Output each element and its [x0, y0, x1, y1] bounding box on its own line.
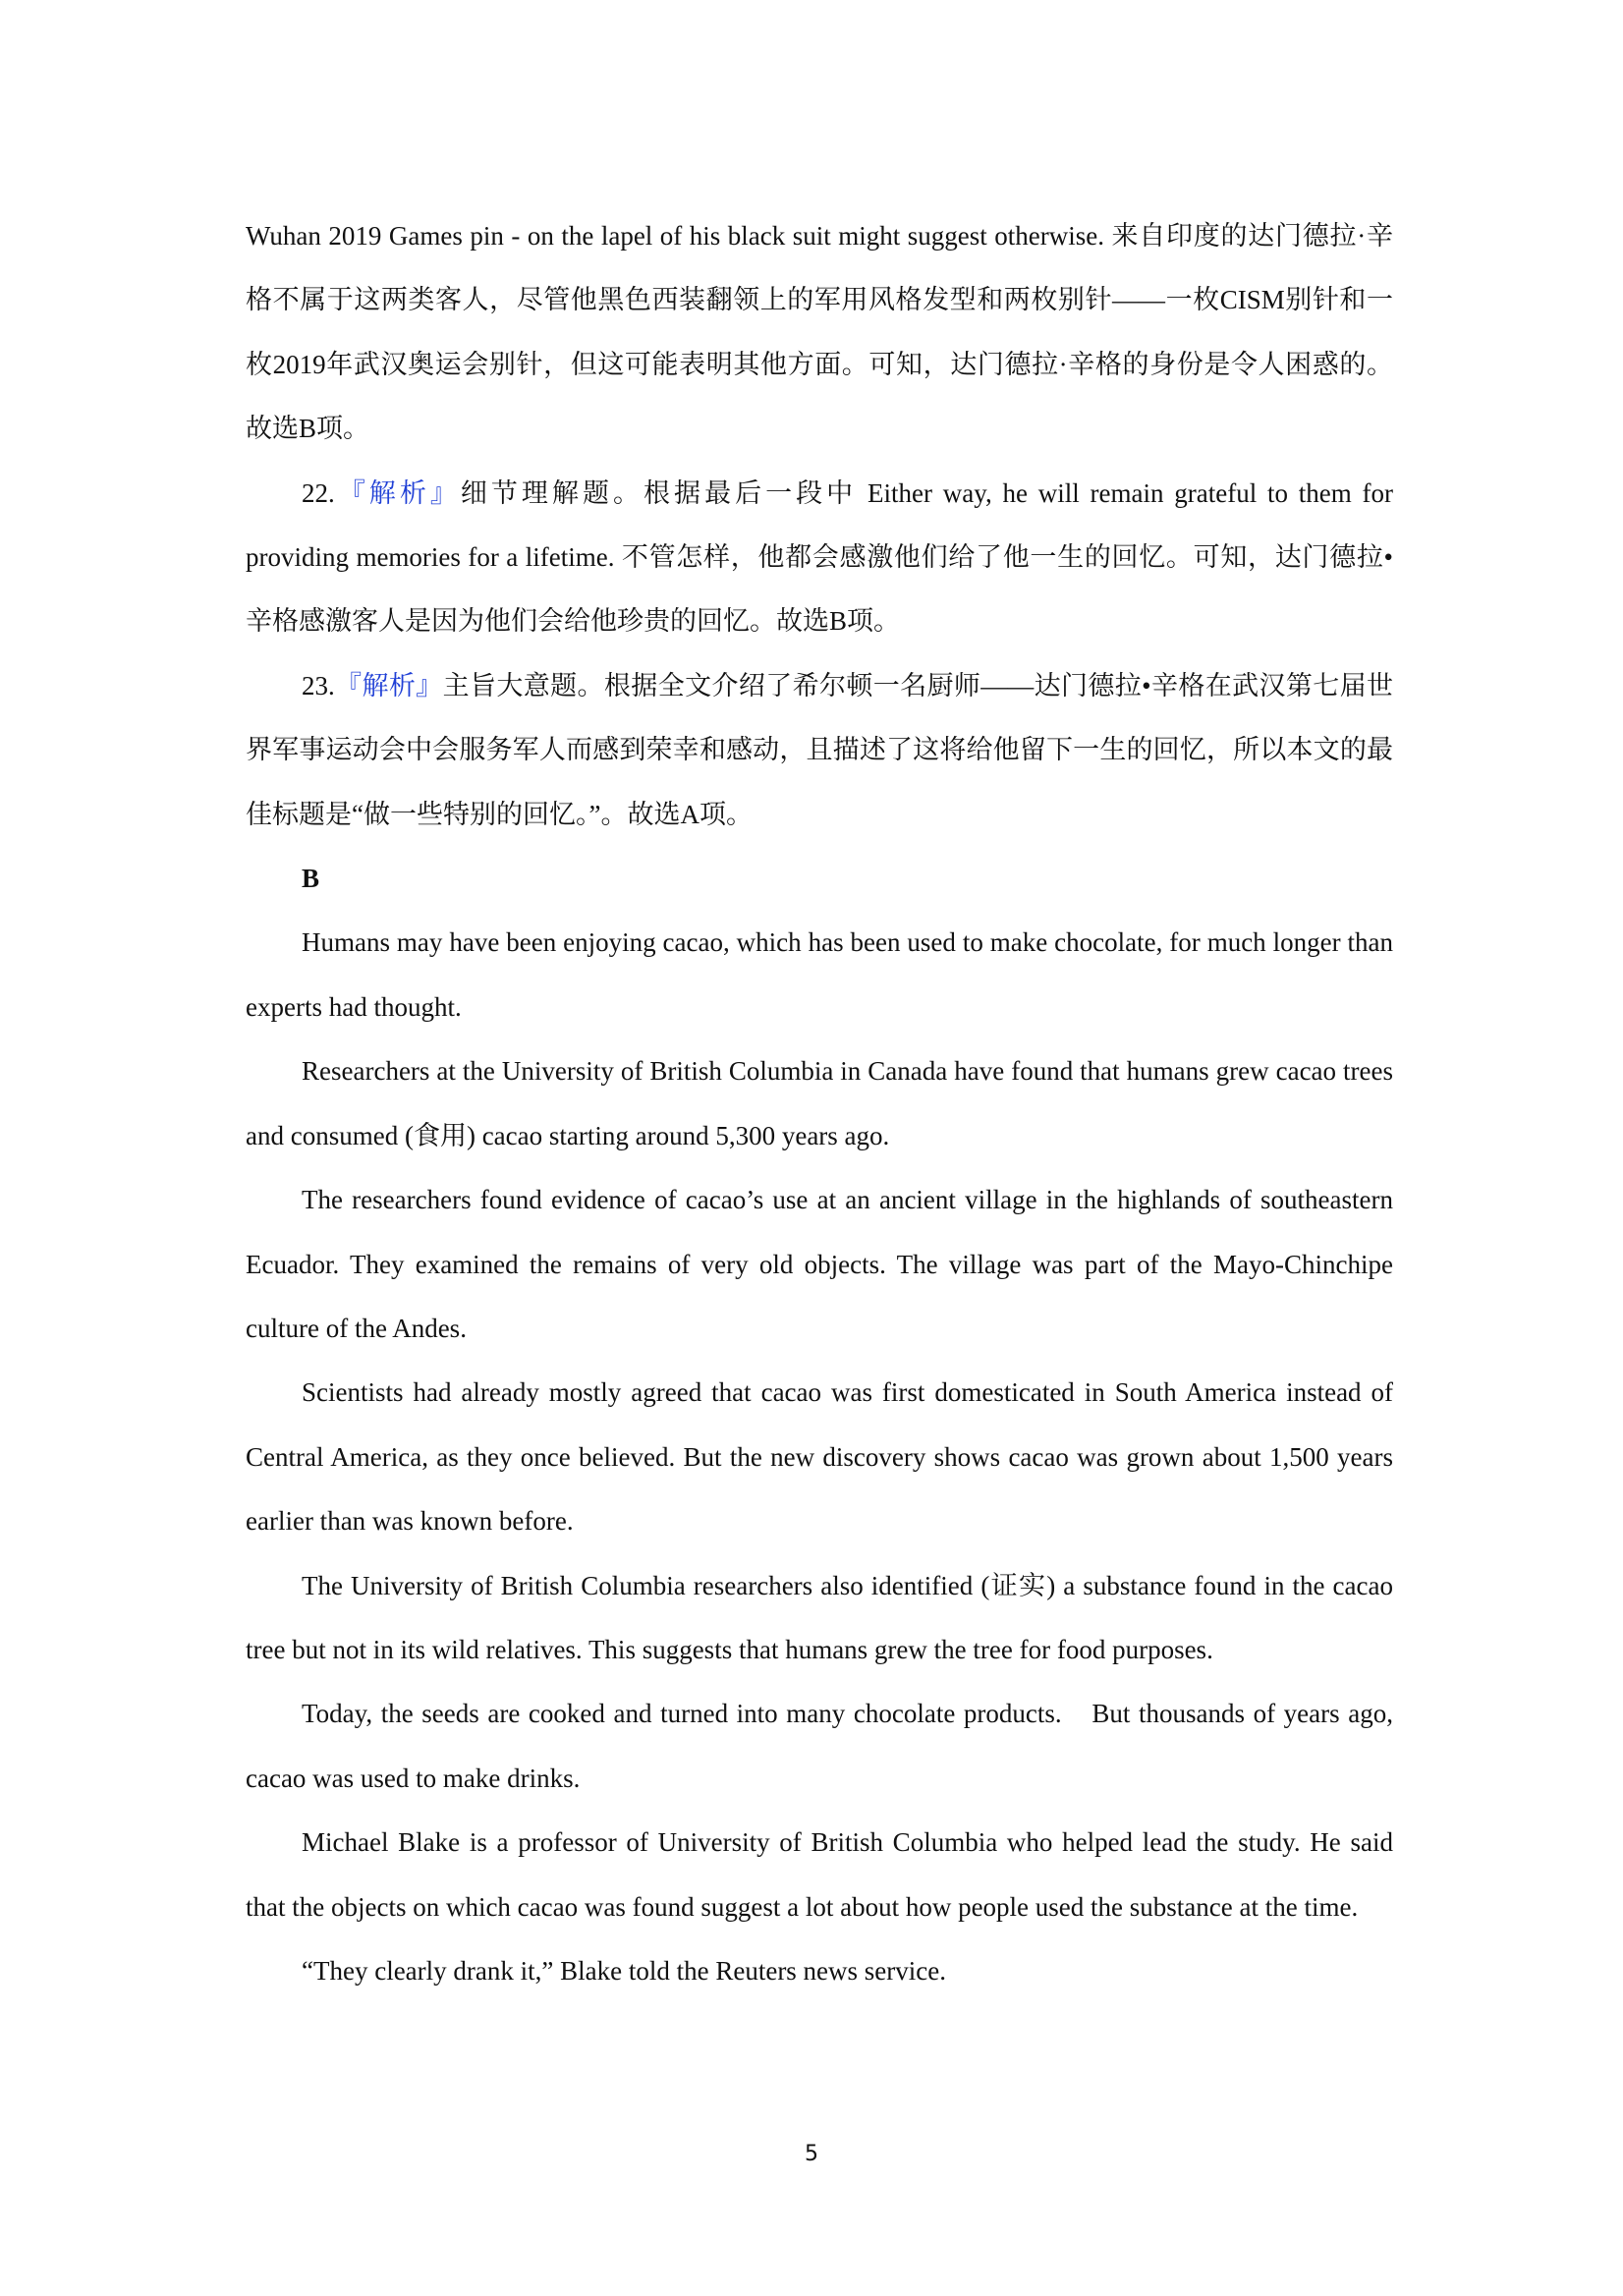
answer-22 — [246, 462, 1393, 654]
passage-paragraph-3: The researchers found evidence of cacao’s use at an ancient village in the highlands of southeastern Ecuador. They examined the remains of very old objects. The village was part of the Mayo-Chinchipe culture of the Andes. — [246, 1185, 1393, 1343]
answer-22-number: 22. — [302, 477, 335, 508]
answer-23-tag: 『解析』 — [334, 670, 443, 700]
answer-22-tag: 『解析』 — [334, 477, 461, 508]
passage-paragraph-5: The University of British Columbia researchers also identified (证实) a substance found in the cacao tree but not in its wild relatives. This suggests that humans grew the tree for food purposes. — [246, 1570, 1393, 1664]
passage-paragraph-1: Humans may have been enjoying cacao, which has been used to make chocolate, for much longer than experts had thought. — [246, 927, 1393, 1022]
page-number: 5 — [805, 2142, 818, 2166]
section-heading-b: B — [302, 864, 320, 894]
passage-paragraph-4: Scientists had already mostly agreed that cacao was first domesticated in South America instead of Central America, as they once believed. But the new discovery shows cacao was grown about 1,500 years earlier than was known before. — [246, 1377, 1393, 1537]
answer-23 — [246, 654, 1393, 847]
answer-23-number: 23. — [302, 670, 335, 700]
answer-22-text: 细节理解题。根据最后一段中 Either way, he will remain grateful to them for providing memories for a lifetime. 不管怎样，他都会感激他们给了他一生的回忆。可知，达门德拉•辛格感激客人是因为他们会给他珍贵的回忆。故选B项。 — [246, 477, 1393, 637]
passage-paragraph-8: “They clearly drank it,” Blake told the Reuters news service. — [302, 1955, 947, 1986]
document-body — [246, 204, 1393, 2003]
passage-paragraph-7: Michael Blake is a professor of University of British Columbia who helped lead the study. He said that the objects on which cacao was found suggest a lot about how people used the substance at the time. — [246, 1827, 1393, 1922]
answer-23-text: 主旨大意题。根据全文介绍了希尔顿一名厨师——达门德拉•辛格在武汉第七届世界军事运动会中会服务军人而感到荣幸和感动，且描述了这将给他留下一生的回忆，所以本文的最佳标题是“做一些特别的回忆。”。故选A项。 — [246, 670, 1394, 829]
passage-paragraph-6: Today, the seeds are cooked and turned into many chocolate products. But thousands of years ago, cacao was used to make drinks. — [246, 1699, 1393, 1793]
passage-paragraph-2: Researchers at the University of British Columbia in Canada have found that humans grew cacao trees and consumed (食用) cacao starting around 5,300 years ago. — [246, 1056, 1393, 1150]
answer-21-continuation: Wuhan 2019 Games pin - on the lapel of his black suit might suggest otherwise. 来自印度的达门德拉·辛格不属于这两类客人，尽管他黑色西装翻领上的军用风格发型和两枚别针——一枚CISM别针和一枚2019年武汉奥运会别针，但这可能表明其他方面。可知，达门德拉·辛格的身份是令人困惑的。故选B项。 — [246, 221, 1393, 444]
